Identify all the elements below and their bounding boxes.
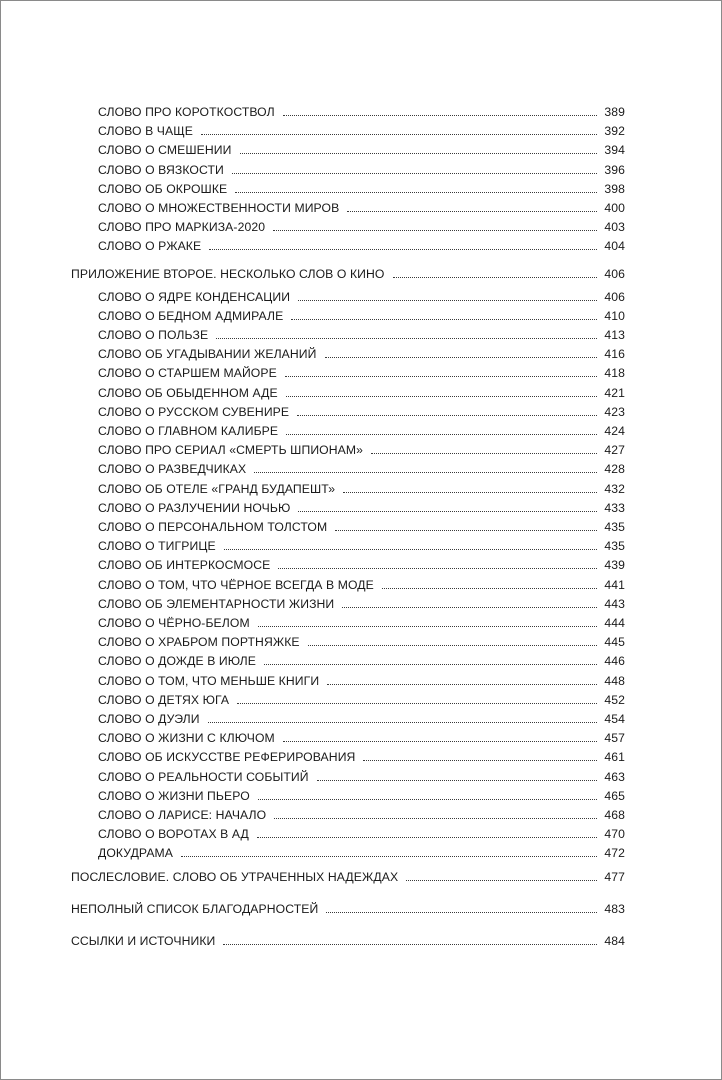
- toc-entry-page-number: 406: [604, 267, 625, 281]
- toc-entry-page-number: 452: [604, 692, 625, 707]
- dot-leader: [209, 249, 597, 250]
- dot-leader: [274, 818, 597, 819]
- toc-entry-title: СЛОВО О ДЕТЯХ ЮГА: [98, 692, 230, 707]
- toc-entry-page-number: 441: [604, 577, 625, 592]
- toc-entry: [98, 803, 625, 822]
- dot-leader: [393, 277, 598, 278]
- toc-entry-title: СЛОВО ОБ ОКРОШКЕ: [98, 181, 228, 196]
- toc-entry-title: СЛОВО О ПОЛЬЗЕ: [98, 327, 209, 342]
- toc-entry-page-number: 435: [604, 539, 625, 554]
- toc-entry-title: СЛОВО ОБ ЭЛЕМЕНТАРНОСТИ ЖИЗНИ: [98, 596, 335, 611]
- toc-entry-title: СЛОВО ОБ ОТЕЛЕ «ГРАНД БУДАПЕШТ»: [98, 481, 336, 496]
- toc-entry: [98, 215, 625, 234]
- dot-leader: [278, 568, 597, 569]
- dot-leader: [240, 153, 598, 154]
- toc-entry-page-number: 416: [604, 347, 625, 362]
- toc-entry-title: СЛОВО В ЧАЩЕ: [98, 124, 193, 139]
- toc-entry: [98, 196, 625, 215]
- toc-entry-page-number: 468: [604, 807, 625, 822]
- toc-entry-title: СЛОВО ОБ ИНТЕРКОСМОСЕ: [98, 558, 271, 573]
- dot-leader: [285, 376, 598, 377]
- toc-entry-page-number: 404: [604, 239, 625, 254]
- toc-entry: [98, 342, 625, 361]
- toc-entry: [98, 784, 625, 803]
- dot-leader: [254, 472, 597, 473]
- toc-entry-page-number: 410: [604, 308, 625, 323]
- toc-entry-title: СЛОВО О МНОЖЕСТВЕННОСТИ МИРОВ: [98, 201, 340, 215]
- toc-entry-title: СЛОВО О ПЕРСОНАЛЬНОМ ТОЛСТОМ: [98, 519, 328, 534]
- dot-leader: [291, 319, 597, 320]
- toc-entry: [98, 100, 625, 119]
- dot-leader: [181, 856, 597, 857]
- toc-entry: [98, 177, 625, 196]
- toc-entry-title: СЛОВО О ВОРОТАХ В АД: [98, 827, 249, 842]
- toc-entry: [98, 630, 625, 649]
- toc-entry: [98, 592, 625, 611]
- toc-entry-title: ДОКУДРАМА: [98, 846, 174, 861]
- toc-entry: [98, 477, 625, 496]
- toc-entry-page-number: 432: [604, 481, 625, 496]
- toc-entry: [98, 323, 625, 342]
- dot-leader: [283, 115, 598, 116]
- toc-entry-page-number: 413: [604, 327, 625, 342]
- toc-entry-title: СЛОВО О СМЕШЕНИИ: [98, 143, 232, 158]
- toc-entry-page-number: 444: [604, 615, 625, 630]
- toc-entry-title: СЛОВО О ТОМ, ЧТО МЕНЬШЕ КНИГИ: [98, 673, 320, 688]
- toc-entry-title: СЛОВО О БЕДНОМ АДМИРАЛЕ: [98, 308, 284, 323]
- toc-entry: [98, 158, 625, 177]
- dot-leader: [208, 722, 598, 723]
- toc-entry-title: СЛОВО О ДУЭЛИ: [98, 711, 200, 726]
- toc-entry-page-number: 457: [604, 731, 625, 746]
- toc-entry-page-number: 484: [604, 934, 625, 948]
- toc-entry-title: СЛОВО ОБ ИСКУССТВЕ РЕФЕРИРОВАНИЯ: [98, 750, 356, 765]
- toc-entry: [98, 765, 625, 784]
- dot-leader: [326, 912, 597, 913]
- dot-leader: [224, 549, 598, 550]
- toc-entry: [98, 745, 625, 764]
- dot-leader: [382, 588, 597, 589]
- toc-entry-page-number: 461: [604, 750, 625, 765]
- toc-entry-title: НЕПОЛНЫЙ СПИСОК БЛАГОДАРНОСТЕЙ: [71, 902, 319, 916]
- toc-entry-page-number: 472: [604, 846, 625, 861]
- toc-entry: [98, 726, 625, 745]
- toc-entry-title: СЛОВО ПРО СЕРИАЛ «СМЕРТЬ ШПИОНАМ»: [98, 443, 364, 458]
- toc-entry-page-number: 394: [604, 143, 625, 158]
- toc-entry: [98, 611, 625, 630]
- dot-leader: [232, 173, 597, 174]
- toc-entry-page-number: 470: [604, 827, 625, 842]
- toc-entry: [98, 361, 625, 380]
- toc-entry-page-number: 477: [604, 870, 625, 884]
- dot-leader: [317, 780, 598, 781]
- dot-leader: [342, 607, 597, 608]
- toc-entry-page-number: 406: [604, 289, 625, 304]
- dot-leader: [371, 453, 597, 454]
- toc-entry-page-number: 418: [604, 366, 625, 381]
- toc-entry-title: СЛОВО ПРО КОРОТКОСТВОЛ: [98, 105, 275, 119]
- toc-entry-title: СЛОВО ОБ УГАДЫВАНИИ ЖЕЛАНИЙ: [98, 347, 317, 362]
- toc-entry-title: СЛОВО О ХРАБРОМ ПОРТНЯЖКЕ: [98, 635, 300, 650]
- toc-entry-page-number: 396: [604, 162, 625, 177]
- toc-entry-page-number: 427: [604, 443, 625, 458]
- toc-entry: [71, 262, 625, 281]
- toc-entry-page-number: 389: [604, 105, 625, 119]
- toc-entry-page-number: 423: [604, 404, 625, 419]
- toc-entry: [98, 119, 625, 138]
- toc-entry: [98, 138, 625, 157]
- toc-entry-title: ПРИЛОЖЕНИЕ ВТОРОЕ. НЕСКОЛЬКО СЛОВ О КИНО: [71, 267, 385, 281]
- dot-leader: [264, 664, 597, 665]
- toc-entry-page-number: 424: [604, 423, 625, 438]
- dot-leader: [327, 684, 597, 685]
- toc-entry: [98, 822, 625, 841]
- toc-entry-page-number: 403: [604, 220, 625, 235]
- toc-entry-title: СЛОВО О ЖИЗНИ С КЛЮЧОМ: [98, 731, 275, 746]
- toc-entry-title: СЛОВО О РАЗВЕДЧИКАХ: [98, 462, 247, 477]
- toc-entry-title: СЛОВО О СТАРШЕМ МАЙОРЕ: [98, 366, 277, 381]
- toc-entry: [71, 865, 625, 884]
- toc-entry: [98, 515, 625, 534]
- dot-leader: [308, 645, 598, 646]
- toc-entry-title: СЛОВО О ВЯЗКОСТИ: [98, 162, 224, 177]
- toc-entry: [98, 381, 625, 400]
- toc-entry-page-number: 439: [604, 558, 625, 573]
- toc-entry-page-number: 463: [604, 769, 625, 784]
- toc-entry-title: СЛОВО О ЯДРЕ КОНДЕНСАЦИИ: [98, 289, 291, 304]
- toc-entry-page-number: 448: [604, 673, 625, 688]
- toc-entry: [98, 841, 625, 860]
- toc-entry-title: СЛОВО О ГЛАВНОМ КАЛИБРЕ: [98, 423, 279, 438]
- toc-entry: [98, 400, 625, 419]
- toc-entry-title: СЛОВО О ДОЖДЕ В ИЮЛЕ: [98, 654, 256, 669]
- toc-entry: [98, 419, 625, 438]
- toc-entry: [98, 234, 625, 253]
- toc-entry-title: СЛОВО ПРО МАРКИЗА-2020: [98, 220, 266, 235]
- toc-entry-page-number: 398: [604, 181, 625, 196]
- toc-entry: [98, 534, 625, 553]
- toc-entry-page-number: 446: [604, 654, 625, 669]
- toc-entry: [71, 929, 625, 948]
- toc-entry-title: СЛОВО О ТИГРИЦЕ: [98, 539, 216, 554]
- dot-leader: [298, 511, 597, 512]
- toc-entry-page-number: 445: [604, 635, 625, 650]
- toc-entry: [98, 496, 625, 515]
- toc-entry-page-number: 454: [604, 711, 625, 726]
- dot-leader: [237, 703, 597, 704]
- toc-entry-title: СЛОВО О ЛАРИСЕ: НАЧАЛО: [98, 807, 267, 822]
- toc-entry-title: СЛОВО О РУССКОМ СУВЕНИРЕ: [98, 404, 290, 419]
- dot-leader: [257, 837, 597, 838]
- toc-entry-title: ССЫЛКИ И ИСТОЧНИКИ: [71, 934, 216, 948]
- dot-leader: [223, 944, 597, 945]
- toc-entry-page-number: 465: [604, 788, 625, 803]
- toc-entry-page-number: 421: [604, 385, 625, 400]
- toc-entry: [98, 573, 625, 592]
- toc-entry: [98, 285, 625, 304]
- toc-entry-title: СЛОВО О ЧЁРНО-БЕЛОМ: [98, 615, 250, 630]
- toc-entry: [98, 304, 625, 323]
- dot-leader: [406, 880, 597, 881]
- dot-leader: [273, 230, 597, 231]
- toc-entry: [98, 457, 625, 476]
- dot-leader: [258, 799, 598, 800]
- dot-leader: [343, 492, 597, 493]
- dot-leader: [258, 626, 598, 627]
- dot-leader: [363, 760, 597, 761]
- toc-entry-title: СЛОВО О РЖАКЕ: [98, 239, 202, 254]
- dot-leader: [347, 211, 597, 212]
- dot-leader: [297, 415, 597, 416]
- dot-leader: [235, 192, 597, 193]
- toc-entry-page-number: 428: [604, 462, 625, 477]
- dot-leader: [298, 300, 597, 301]
- toc-entry: [98, 438, 625, 457]
- toc-entry-page-number: 435: [604, 519, 625, 534]
- toc-entry-page-number: 392: [604, 124, 625, 139]
- toc-entry: [71, 897, 625, 916]
- toc-entry-title: СЛОВО О РЕАЛЬНОСТИ СОБЫТИЙ: [98, 769, 309, 784]
- toc-entry-title: ПОСЛЕСЛОВИЕ. СЛОВО ОБ УТРАЧЕННЫХ НАДЕЖДАХ: [71, 870, 399, 884]
- toc-entry: [98, 669, 625, 688]
- dot-leader: [286, 434, 597, 435]
- toc-entry: [98, 688, 625, 707]
- toc-entry: [98, 649, 625, 668]
- toc-entry: [98, 707, 625, 726]
- dot-leader: [283, 741, 598, 742]
- toc-entry-title: СЛОВО О РАЗЛУЧЕНИИ НОЧЬЮ: [98, 500, 291, 515]
- toc-entry-page-number: 400: [604, 201, 625, 215]
- toc-entry-page-number: 443: [604, 596, 625, 611]
- dot-leader: [286, 396, 598, 397]
- dot-leader: [216, 338, 597, 339]
- toc-entry-title: СЛОВО ОБ ОБЫДЕННОМ АДЕ: [98, 385, 278, 400]
- toc-entry: [98, 553, 625, 572]
- toc-entry-title: СЛОВО О ТОМ, ЧТО ЧЁРНОЕ ВСЕГДА В МОДЕ: [98, 577, 374, 592]
- dot-leader: [335, 530, 597, 531]
- dot-leader: [201, 134, 597, 135]
- toc-entry-page-number: 483: [604, 902, 625, 916]
- toc-entry-page-number: 433: [604, 500, 625, 515]
- toc-entry-title: СЛОВО О ЖИЗНИ ПЬЕРО: [98, 788, 250, 803]
- dot-leader: [325, 357, 598, 358]
